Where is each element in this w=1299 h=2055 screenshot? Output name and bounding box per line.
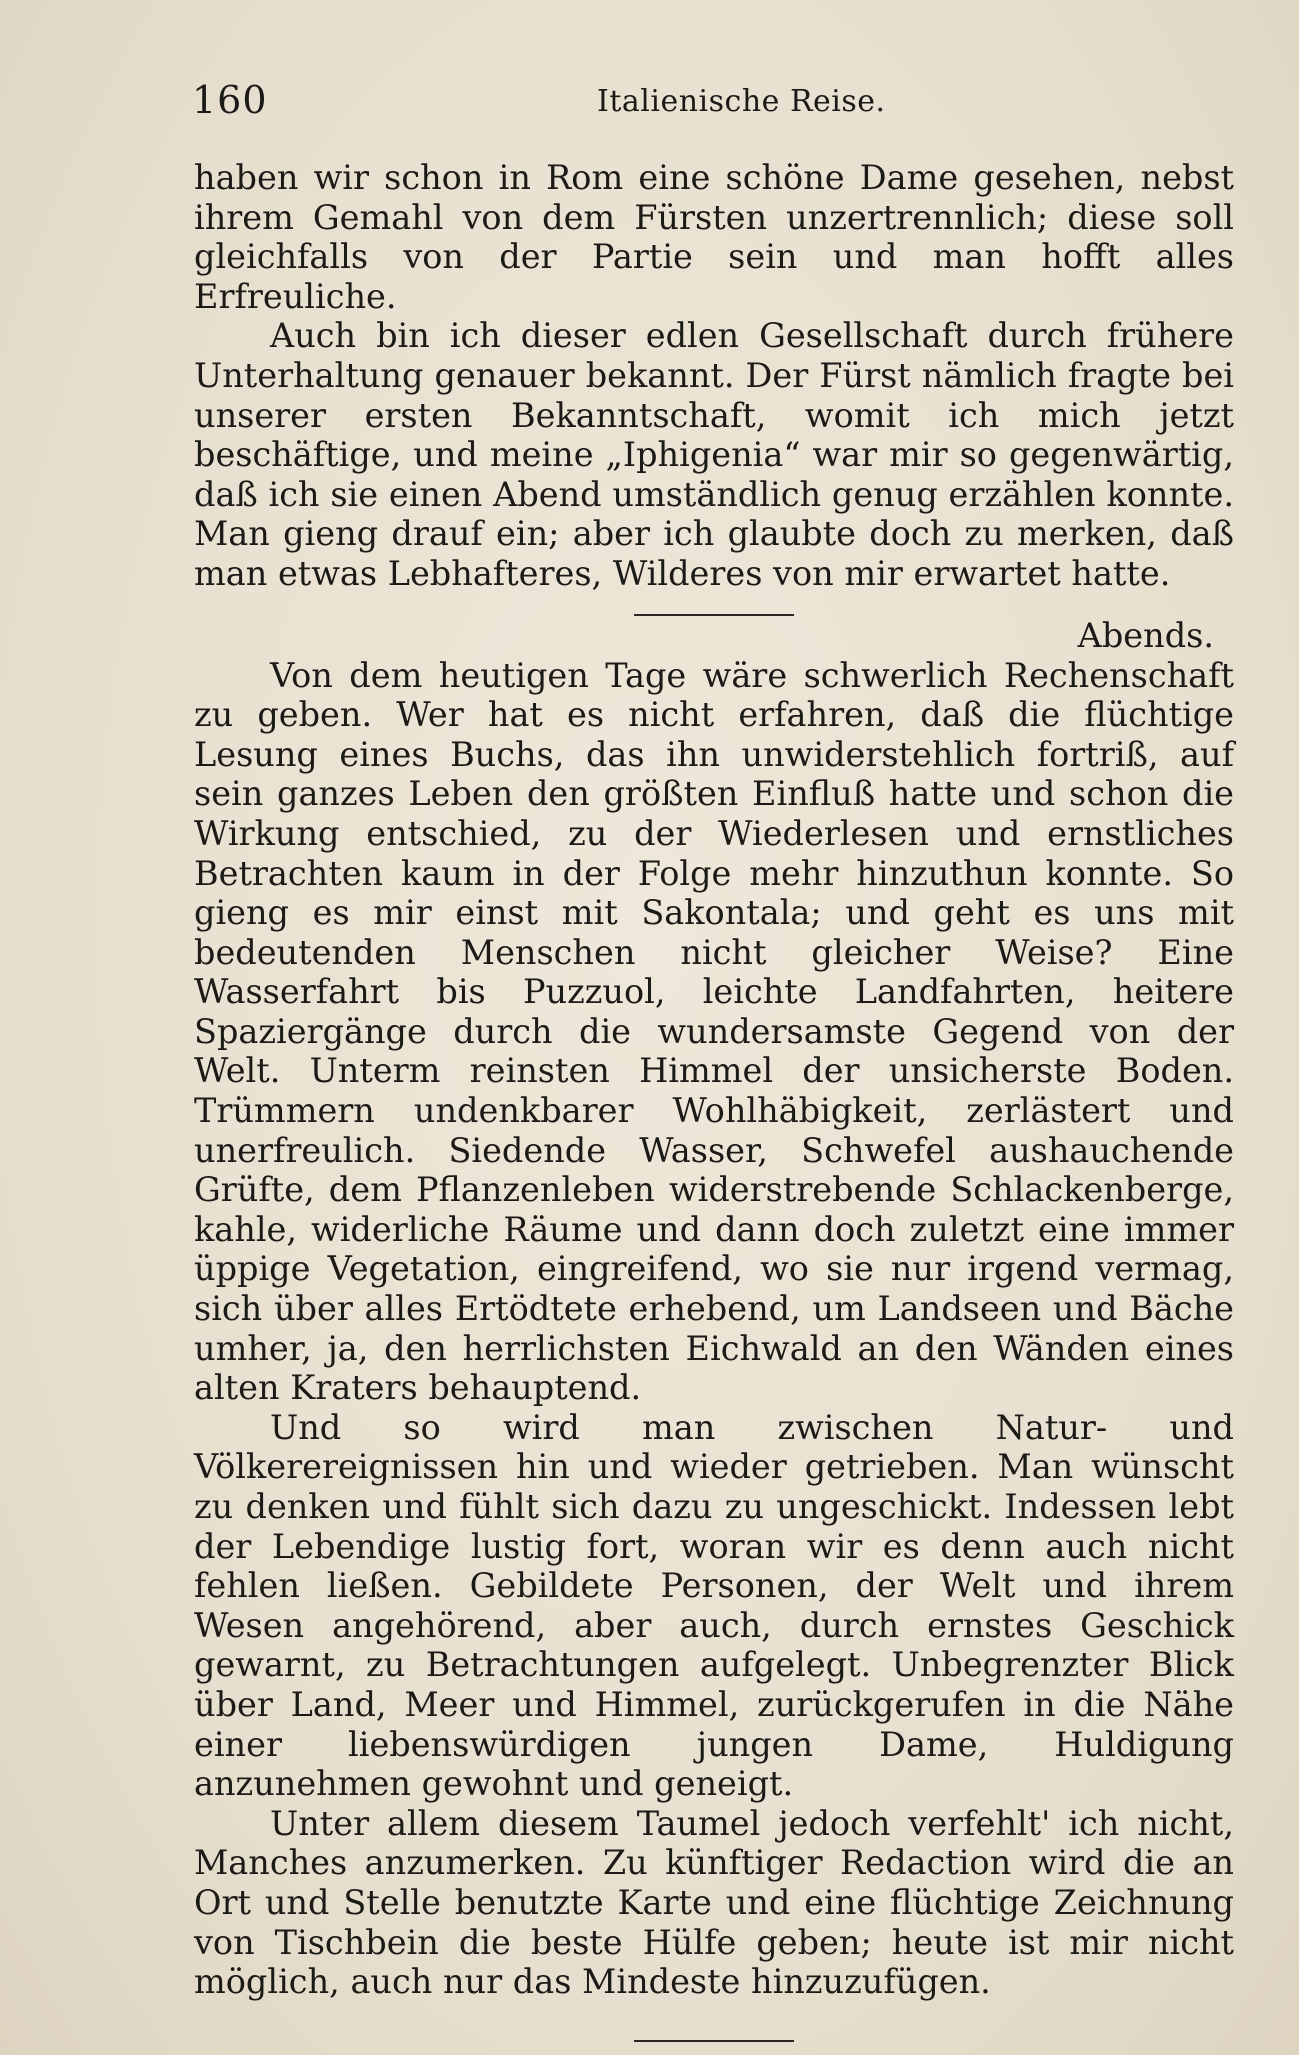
paragraph: Unter allem diesem Taumel jedoch verfehlt' ich nicht, Manches anzumerken. Zu künftiger Redaction wird die an Ort und Stelle benutzte Karte und eine flüchtige Zeichnung von Tischbein die beste Hülfe geben; heute ist mir nicht möglich, auch nur das Mindeste hinzuzufügen. bbox=[194, 1803, 1234, 2002]
dateline: Abends. bbox=[1077, 615, 1214, 655]
running-title: Italienische Reise. bbox=[597, 84, 886, 119]
paragraph-continued: haben wir schon in Rom eine schöne Dame gesehen, nebst ihrem Gemahl von dem Fürsten unzertrennlich; diese soll gleichfalls von der Partie sein und man hofft alles Erfreuliche. bbox=[194, 158, 1234, 316]
page-number: 160 bbox=[192, 78, 268, 122]
end-divider bbox=[634, 2040, 794, 2042]
paragraph: Auch bin ich dieser edlen Gesellschaft durch frühere Unterhaltung genauer bekannt. Der Fürst nämlich fragte bei unserer ersten Bekanntschaft, womit ich mich jetzt beschäftige, und meine „Iphigenia“ war mir so gegenwärtig, daß ich sie einen Abend umständlich genug erzählen konnte. Man gieng drauf ein; aber ich glaubte doch zu merken, daß man etwas Lebhafteres, Wilderes von mir erwartet hatte. bbox=[194, 316, 1234, 593]
paragraph: Von dem heutigen Tage wäre schwerlich Rechenschaft zu geben. Wer hat es nicht erfahren, daß die flüchtige Lesung eines Buchs, das ihn unwiderstehlich fortriß, auf sein ganzes Leben den größten Einfluß hatte und schon die Wirkung entschied, zu der Wiederlesen und ernstliches Betrachten kaum in der Folge mehr hinzuthun konnte. So gieng es mir einst mit Sakontala; und geht es uns mit bedeutenden Menschen nicht gleicher Weise? Eine Wasserfahrt bis Puzzuol, leichte Landfahrten, heitere Spaziergänge durch die wundersamste Gegend von der Welt. Unterm reinsten Himmel der unsicherste Boden. Trümmern undenkbarer Wohlhäbigkeit, zerlästert und unerfreulich. Siedende Wasser, Schwefel aushauchende Grüfte, dem Pflanzenleben widerstrebende Schlackenberge, kahle, widerliche Räume und dann doch zuletzt eine immer üppige Vegetation, eingreifend, wo sie nur irgend vermag, sich über alles Ertödtete erhebend, um Landseen und Bäche umher, ja, den herrlichsten Eichwald an den Wänden eines alten Kraters behauptend. bbox=[194, 655, 1234, 1408]
paragraph: Und so wird man zwischen Natur- und Völkerereignissen hin und wieder getrieben. Man wünscht zu denken und fühlt sich dazu zu ungeschickt. Indessen lebt der Lebendige lustig fort, woran wir es denn auch nicht fehlen ließen. Gebildete Personen, der Welt und ihrem Wesen angehörend, aber auch, durch ernstes Geschick gewarnt, zu Betrachtungen aufgelegt. Unbegrenzter Blick über Land, Meer und Himmel, zurückgerufen in die Nähe einer liebenswürdigen jungen Dame, Huldigung anzunehmen gewohnt und geneigt. bbox=[194, 1407, 1234, 1804]
page-body bbox=[194, 158, 1234, 2042]
page-header bbox=[192, 78, 1092, 128]
